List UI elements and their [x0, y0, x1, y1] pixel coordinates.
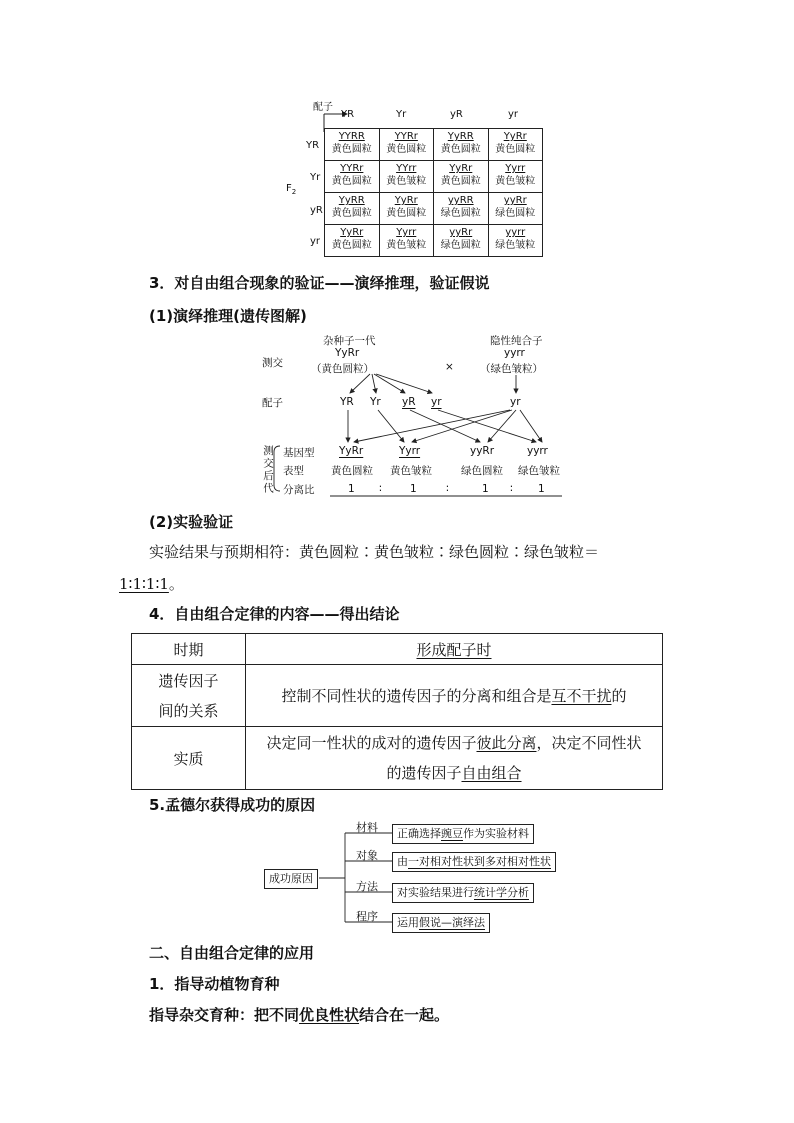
col-gamete: yr [508, 109, 519, 120]
parent2-genotype: yyrr [504, 347, 525, 359]
punnett-genotype: YYRr [394, 131, 418, 142]
punnett-phenotype: 黄色圆粒 [331, 240, 372, 251]
ratio-sep: ∶ [446, 483, 449, 495]
gamete-recessive: yr [510, 396, 521, 408]
table-value: 形成配子时 [246, 634, 663, 665]
branch-label: 对象 [356, 849, 378, 862]
punnett-genotype: YYRR [338, 131, 365, 142]
gamete-f1: yr [431, 396, 442, 408]
ratio-sep: ∶ [510, 483, 513, 495]
punnett-genotype: YyRr [340, 227, 364, 238]
punnett-genotype: yyrr [505, 227, 526, 238]
punnett-genotype: yyRr [503, 195, 527, 206]
col-gamete: YR [341, 109, 355, 120]
branch-box-material: 正确选择豌豆作为实验材料 [392, 824, 534, 844]
punnett-genotype: Yyrr [505, 163, 526, 174]
branch-box-object: 由一对相对性状到多对相对性状 [392, 852, 556, 872]
punnett-phenotype: 绿色圆粒 [440, 208, 481, 219]
result-line: 实验结果与预期相符：黄色圆粒∶黄色皱粒∶绿色圆粒∶绿色皱粒＝ [149, 543, 600, 561]
parent1-title: 杂种子一代 [323, 335, 376, 347]
offspring-genotype: Yyrr [399, 445, 421, 457]
offspring-genotype: yyRr [470, 445, 495, 457]
gamete-f1: yR [402, 396, 416, 408]
punnett-phenotype: 黄色圆粒 [495, 144, 536, 155]
parent2-phenotype: （绿色皱粒） [480, 363, 543, 375]
success-root-box: 成功原因 [264, 869, 318, 889]
row-label-phenotype: 表型 [283, 465, 304, 477]
punnett-genotype: YyRR [338, 195, 365, 206]
row-gamete: Yr [310, 172, 321, 183]
row-label-ratio: 分离比 [283, 484, 315, 496]
offspring-genotype: YyRr [339, 445, 364, 457]
offspring-phenotype: 绿色皱粒 [518, 465, 560, 477]
cross-symbol: × [445, 361, 454, 373]
offspring-phenotype: 黄色皱粒 [390, 465, 432, 477]
punnett-phenotype: 黄色圆粒 [331, 208, 372, 219]
section-app-line: 指导杂交育种：把不同优良性状结合在一起。 [149, 1006, 450, 1024]
branch-box-method: 对实验结果进行统计学分析 [392, 883, 534, 903]
section5-heading: 5.孟德尔获得成功的原因 [149, 796, 316, 814]
punnett-genotype: Yyrr [396, 227, 417, 238]
offspring-side-label: 测交后代 [262, 445, 274, 495]
gamete-f1: YR [340, 396, 354, 408]
row-gamete: yr [310, 236, 321, 247]
result-ratio: 1∶1∶1∶1 [119, 575, 169, 593]
branch-label: 程序 [356, 910, 378, 923]
punnett-phenotype: 黄色圆粒 [440, 176, 481, 187]
punnett-genotype: YYRr [340, 163, 364, 174]
punnett-genotype: YyRr [449, 163, 473, 174]
punnett-phenotype: 黄色圆粒 [386, 144, 427, 155]
ratio-value: 1 [410, 483, 417, 495]
gamete-f1: Yr [370, 396, 381, 408]
punnett-phenotype: 黄色圆粒 [440, 144, 481, 155]
parent1-genotype: YyRr [335, 347, 360, 359]
punnett-genotype: YyRR [447, 131, 474, 142]
parent1-phenotype: （黄色圆粒） [311, 363, 374, 375]
ratio-value: 1 [538, 483, 545, 495]
section-app-heading: 二、自由组合定律的应用 [149, 944, 315, 962]
row-label-genotype: 基因型 [283, 447, 315, 459]
ratio-sep: ∶ [379, 483, 382, 495]
punnett-phenotype: 绿色皱粒 [495, 240, 536, 251]
col-gamete: yR [450, 109, 463, 120]
punnett-phenotype: 黄色皱粒 [386, 176, 427, 187]
row-gamete: YR [306, 140, 320, 151]
offspring-phenotype: 黄色圆粒 [331, 465, 373, 477]
punnett-genotype: YyRr [503, 131, 527, 142]
branch-label: 材料 [356, 821, 378, 834]
parent2-title: 隐性纯合子 [490, 335, 543, 347]
label-gametes: 配子 [262, 397, 283, 409]
punnett-phenotype: 黄色圆粒 [331, 176, 372, 187]
table-key: 实质 [132, 727, 246, 790]
punnett-phenotype: 黄色皱粒 [386, 240, 427, 251]
branch-box-procedure: 运用假说—演绎法 [392, 913, 490, 933]
table-value: 控制不同性状的遗传因子的分离和组合是互不干扰的 [246, 665, 663, 727]
section4-heading: 4．自由组合定律的内容——得出结论 [149, 605, 400, 623]
label-testcross: 测交 [262, 357, 283, 369]
punnett-genotype: YYrr [396, 163, 417, 174]
section3-sub2: (2)实验验证 [149, 513, 234, 531]
table-key: 时期 [132, 634, 246, 665]
punnett-genotype: YyRr [394, 195, 418, 206]
punnett-phenotype: 绿色圆粒 [495, 208, 536, 219]
table-value: 决定同一性状的成对的遗传因子彼此分离，决定不同性状 的遗传因子自由组合 [246, 727, 663, 790]
punnett-phenotype: 绿色圆粒 [440, 240, 481, 251]
result-ratio-line: 1∶1∶1∶1。 [119, 575, 184, 593]
offspring-phenotype: 绿色圆粒 [461, 465, 503, 477]
f2-label: $F_2$ [286, 183, 297, 196]
offspring-genotype: yyrr [527, 445, 548, 457]
branch-label: 方法 [356, 880, 378, 893]
row-gamete: yR [310, 205, 323, 216]
punnett-phenotype: 黄色圆粒 [386, 208, 427, 219]
table-key: 遗传因子 间的关系 [132, 665, 246, 727]
col-gamete: Yr [396, 109, 407, 120]
punnett-genotype: yyRr [449, 227, 473, 238]
ratio-value: 1 [482, 483, 489, 495]
punnett-phenotype: 黄色皱粒 [495, 176, 536, 187]
section-app-sub1: 1．指导动植物育种 [149, 975, 280, 993]
section3-sub1: (1)演绎推理(遗传图解) [149, 307, 307, 325]
punnett-genotype: yyRR [447, 195, 474, 206]
ratio-value: 1 [348, 483, 355, 495]
punnett-phenotype: 黄色圆粒 [331, 144, 372, 155]
gamete-header-label: 配子 [313, 102, 333, 113]
section3-heading: 3．对自由组合现象的验证——演绎推理，验证假说 [149, 274, 490, 292]
